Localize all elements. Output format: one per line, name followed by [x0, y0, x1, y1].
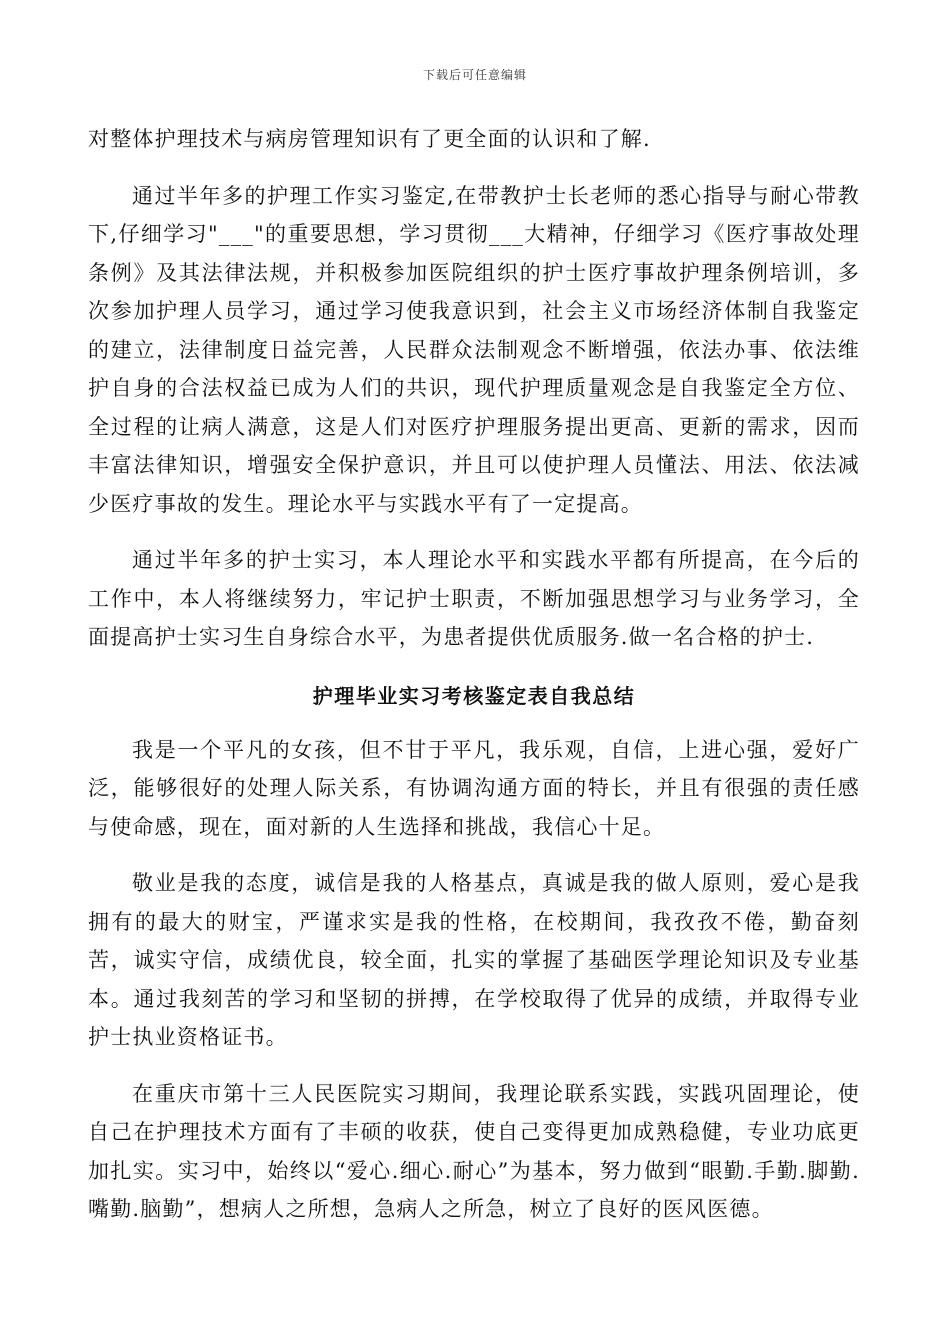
paragraph-self-intro: 我是一个平凡的女孩，但不甘于平凡，我乐观，自信，上进心强，爱好广泛，能够很好的处理人际关系，有协调沟通方面的特长，并且有很强的责任感与使命感，现在，面对新的人生选择和挑战，我信心十足。 — [88, 737, 860, 839]
document-body — [88, 120, 860, 1229]
paragraph-continuation: 对整体护理技术与病房管理知识有了更全面的认识和了解. — [88, 127, 651, 151]
paragraph-conclusion: 通过半年多的护士实习，本人理论水平和实践水平都有所提高，在今后的工作中，本人将继续努力，牢记护士职责，不断加强思想学习与业务学习，全面提高护士实习生自身综合水平，为患者提供优质服务.做一名合格的护士. — [88, 548, 860, 649]
paragraph-internship: 在重庆市第十三人民医院实习期间，我理论联系实践，实践巩固理论，使自己在护理技术方面有了丰硕的收获，使自己变得更加成熟稳健，专业功底更加扎实。实习中，始终以“爱心.细心.耐心”为基本，努力做到“眼勤.手勤.脚勤.嘴勤.脑勤”，想病人之所想，急病人之所急，树立了良好的医风医德。 — [88, 1081, 860, 1221]
page-header-note: 下载后可任意编辑 — [422, 68, 527, 82]
paragraph-attitude: 敬业是我的态度，诚信是我的人格基点，真诚是我的做人原则，爱心是我拥有的最大的财宝，严谨求实是我的性格，在校期间，我孜孜不倦，勤奋刻苦，诚实守信，成绩优良，较全面，扎实的掌握了基础医学理论知识及专业基本。通过我刻苦的学习和坚韧的拼搏，在学校取得了优异的成绩，并取得专业护士执业资格证书。 — [88, 871, 860, 1049]
section-title: 护理毕业实习考核鉴定表自我总结 — [312, 683, 636, 708]
paragraph-legal-study: 通过半年多的护理工作实习鉴定,在带教护士长老师的悉心指导与耐心带教下,仔细学习"___"的重要思想，学习贯彻___大精神，仔细学习《医疗事故处理条例》及其法律法规，并积极参加医院组织的护士医疗事故护理条例培训，多次参加护理人员学习，通过学习使我意识到，社会主义市场经济体制自我鉴定的建立，法律制度日益完善，人民群众法制观念不断增强，依法办事、依法维护自身的合法权益已成为人们的共识，现代护理质量观念是自我鉴定全方位、全过程的让病人满意，这是人们对医疗护理服务提出更高、更新的需求，因而丰富法律知识，增强安全保护意识，并且可以使护理人员懂法、用法、依法减少医疗事故的发生。理论水平与实践水平有了一定提高。 — [88, 183, 860, 516]
